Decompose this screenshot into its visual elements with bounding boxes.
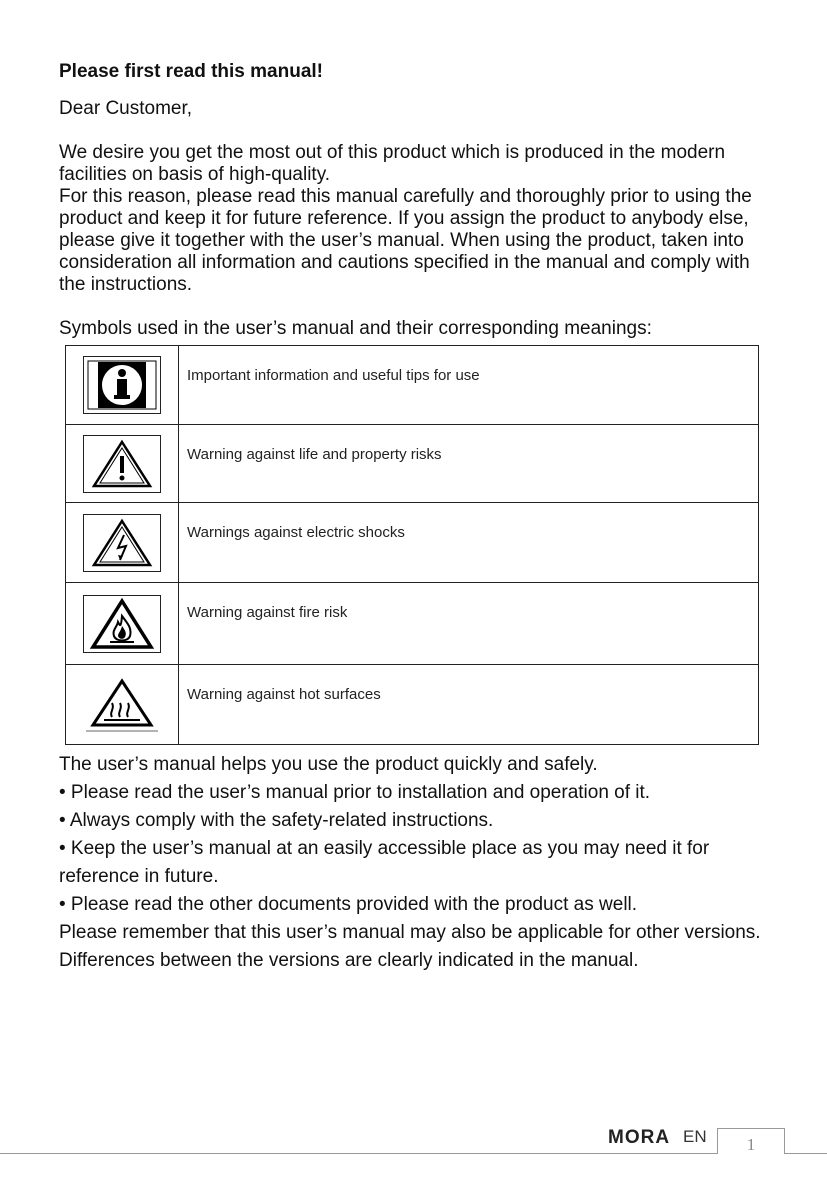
- page-number: 1: [746, 1135, 756, 1154]
- symbols-table: [65, 345, 759, 745]
- closing-paragraph: Please remember that this user’s manual may also be applicable for other versions. Differences between the versions are clearly indicated in the manual.: [59, 922, 761, 971]
- symbol-row: [66, 583, 759, 665]
- symbol-description: Warning against fire risk: [179, 583, 759, 665]
- hot-surface-icon: [84, 677, 160, 733]
- bullet-item: • Keep the user’s manual at an easily accessible place as you may need it for reference in future.: [59, 838, 710, 887]
- bullet-item: • Please read the other documents provided with the product as well.: [59, 894, 638, 915]
- bullet-item: • Always comply with the safety-related instructions.: [59, 810, 494, 831]
- electric-shock-icon: [83, 514, 161, 572]
- symbol-row: [66, 503, 759, 583]
- manual-page-content: [59, 60, 769, 975]
- symbol-row: [66, 425, 759, 503]
- greeting: Dear Customer,: [59, 98, 193, 119]
- footer-divider: [0, 1153, 827, 1154]
- warning-icon: [83, 435, 161, 493]
- symbol-row: [66, 665, 759, 745]
- symbol-description: Important information and useful tips for use: [179, 346, 759, 425]
- fire-risk-icon: [83, 595, 161, 653]
- usage-notes: [59, 751, 769, 975]
- language-code: EN: [683, 1127, 707, 1146]
- page-heading: Please first read this manual!: [59, 61, 323, 82]
- symbols-title: Symbols used in the user’s manual and their corresponding meanings:: [59, 318, 652, 339]
- intro-paragraph: We desire you get the most out of this product which is produced in the modern facilities on basis of high-quality. For this reason, please read this manual carefully and thoroughly prior to using the product and keep it for future reference. If you assign the product to anybody else, please give it together with the user’s manual. When using the product, taken into consideration all information and cautions specified in the manual and comply with the instructions.: [59, 142, 752, 295]
- symbol-description: Warning against hot surfaces: [179, 665, 759, 745]
- info-icon: [83, 356, 161, 414]
- page-number-box: [717, 1128, 785, 1154]
- symbol-row: [66, 346, 759, 425]
- brand-logo: MORA: [608, 1127, 671, 1148]
- symbol-description: Warning against life and property risks: [179, 425, 759, 503]
- symbol-description: Warnings against electric shocks: [179, 503, 759, 583]
- bullet-item: • Please read the user’s manual prior to installation and operation of it.: [59, 782, 651, 803]
- usage-intro: The user’s manual helps you use the product quickly and safely.: [59, 754, 598, 775]
